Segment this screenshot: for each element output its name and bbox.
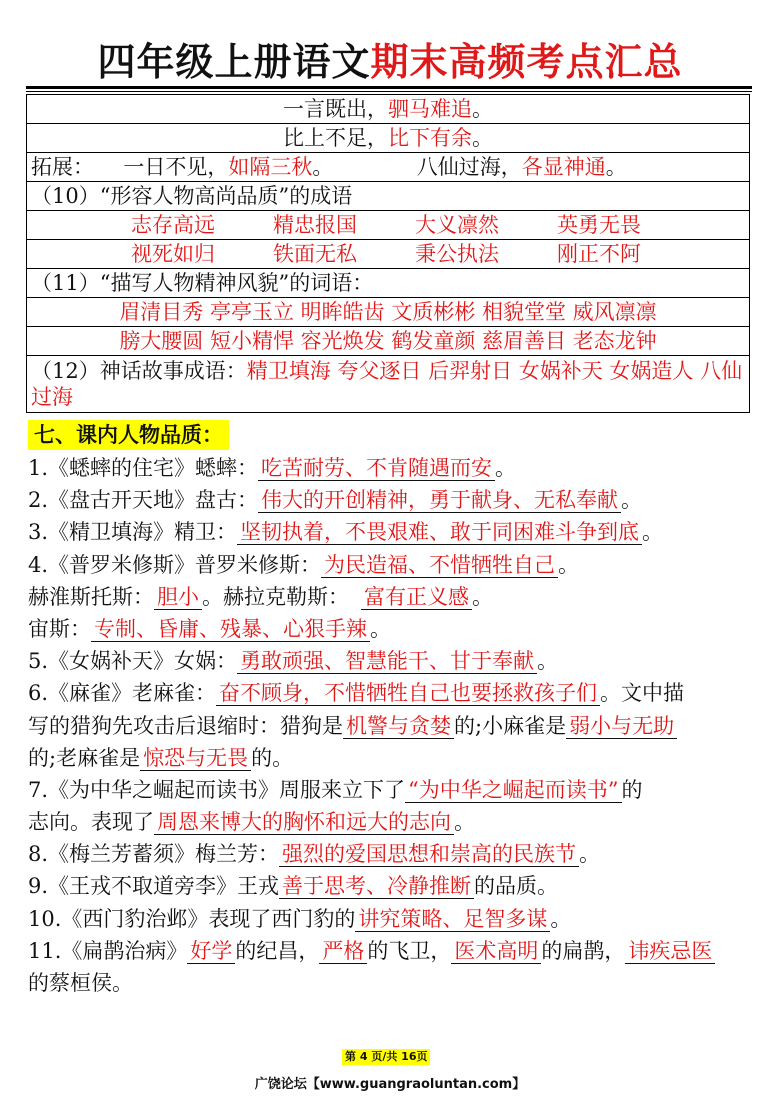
answer: 勇敢顽强、智慧能干、甘于奉献 [237,649,537,674]
text: 。 [642,520,664,545]
category-heading: （10）“形容人物高尚品质”的成语 [31,184,353,208]
red-text: 各显神通 [521,155,606,179]
list-item [28,806,754,838]
answer: 吃苦耐劳、不肯随遇而安 [258,456,495,481]
table-row [27,95,750,124]
table-cell [27,240,750,269]
table-cell [27,182,750,211]
text: 赫淮斯托斯： [28,584,154,609]
text: 6.《麻雀》老麻雀： [28,681,217,706]
text: 。 [454,810,475,835]
table-cell [27,153,750,182]
text: 8.《梅兰芳蓄须》梅兰芳： [28,842,280,867]
idiom: 志存高远 [131,213,215,237]
text: 的;老麻雀是 [28,745,141,770]
text: 一日不见， [123,155,229,179]
table-row [27,240,750,269]
idiom: 刚正不阿 [557,242,641,266]
text: 写的猎狗先攻击后退缩时：猎狗是 [28,713,343,738]
text: 。赫拉克勒斯： [202,584,349,609]
text: 。 [370,616,391,641]
text: 。 [312,155,334,179]
answer: 惊恐与无畏 [140,746,251,771]
idiom: 秉公执法 [415,242,499,266]
text: 。 [537,649,559,674]
category-heading: （11）“描写人物精神风貌”的词语： [31,271,374,295]
idiom: 大义凛然 [415,213,499,237]
list-item [28,870,754,902]
title-rule-thick [26,86,752,89]
answer: 严格 [319,939,367,964]
list-item [28,452,754,484]
list-item [28,935,754,967]
table-row [27,356,750,413]
text: 的飞卫， [367,938,452,963]
list-item [28,742,754,774]
idiom-table [26,94,750,413]
text: 1.《蟋蟀的住宅》蟋蟀： [28,456,259,480]
text: 10.《西门豹治邺》表现了西门豹的 [28,906,356,931]
answer: 医术高明 [451,939,541,964]
word-list: 精卫填海 夸父逐日 后羿射日 女娲补天 女娲造人 八仙过海 [31,359,743,409]
word-list: 膀大腰圆 短小精悍 容光焕发 鹤发童颜 慈眉善目 老态龙钟 [119,329,657,353]
text: 的蔡桓侯。 [28,971,133,995]
table-row [27,124,750,153]
list-item [28,838,754,870]
text: 3.《精卫填海》精卫： [28,520,238,545]
idiom: 英勇无畏 [557,213,641,237]
text: 。 [605,155,627,179]
list-item [28,581,754,613]
text: 。 [472,126,493,150]
list-item [28,967,754,999]
answer: 伟大的开创精神，勇于献身、无私奉献 [258,488,621,513]
footer-text: 广饶论坛【www.guangraoluntan.com】 [254,1077,526,1092]
text: 的。 [251,745,294,770]
word-list: 眉清目秀 亭亭玉立 明眸皓齿 文质彬彬 相貌堂堂 威风凛凛 [119,300,657,324]
table-row [27,211,750,240]
table-cell [27,269,750,298]
list-item [28,484,754,516]
answer: 胆小 [154,585,202,610]
table-cell [27,298,750,327]
list-item [28,549,754,581]
text: 的扁鹊， [541,938,626,963]
text: 11.《扁鹊治病》 [28,938,188,963]
table-cell [27,124,750,153]
answer: 强烈的爱国思想和崇高的民族节 [279,842,579,867]
list-item [28,613,754,645]
title-black: 四年级上册语文 [97,39,371,84]
text: 志向。表现了 [28,810,154,835]
table-row [27,298,750,327]
table-row [27,153,750,182]
red-text: 比下有余 [388,126,472,150]
text: 5.《女娲补天》女娲： [28,649,238,674]
table-cell [27,356,750,413]
answer: 为民造福、不惜牺牲自己 [321,553,558,578]
answer: 坚韧执着，不畏艰难、敢于同困难斗争到底 [237,520,642,545]
answer: 机警与贪婪 [343,714,454,739]
answer: 弱小与无助 [566,714,677,739]
text: 。文中描 [600,681,685,706]
title-red: 期末高频考点汇总 [370,39,683,84]
character-traits-list [28,452,754,999]
table-cell [27,95,750,124]
title-rule-thin [26,91,752,92]
idiom: 铁面无私 [273,242,357,266]
idiom: 视死如归 [131,242,215,266]
text: 。 [495,456,517,480]
red-text: 驷马难追 [388,97,472,121]
table-row [27,327,750,356]
table-row [27,269,750,298]
text: 。 [472,584,493,609]
idiom: 精忠报国 [273,213,357,237]
page-number: 第 4 页/共 16页 [342,1049,430,1065]
text: 宙斯： [28,616,91,641]
list-item [28,710,754,742]
answer: 讲究策略、足智多谋 [355,907,550,932]
answer: 讳疾忌医 [625,939,715,964]
answer: “为中华之崛起而读书” [405,778,621,803]
answer: 善于思考、冷静推断 [279,874,474,899]
list-item [28,677,754,709]
label: 拓展： [31,155,94,179]
table-row [27,182,750,211]
text: 4.《普罗米修斯》普罗米修斯： [28,552,322,577]
text: 的;小麻雀是 [454,713,567,738]
category-heading: （12）神话故事成语： [31,359,247,383]
text: 。 [621,488,643,513]
text: 。 [558,552,580,577]
text: 的纪昌， [235,938,320,963]
answer: 周恩来博大的胸怀和远大的志向 [154,810,454,835]
table-cell [27,327,750,356]
list-item [28,903,754,935]
answer: 专制、昏庸、残暴、心狠手辣 [91,617,370,642]
text: 。 [579,842,601,867]
page-title [0,38,780,86]
text: 7.《为中华之崛起而读书》周服来立下了 [28,777,406,802]
text: 一言既出， [283,97,388,121]
text: 。 [550,906,572,931]
answer: 富有正义感 [361,585,472,610]
text: 2.《盘古开天地》盘古： [28,488,259,513]
text: 9.《王戎不取道旁李》王戎 [28,874,280,899]
text: 比上不足， [283,126,388,150]
text: 的品质。 [474,874,559,899]
section-heading: 七、课内人物品质： [28,420,229,450]
answer: 奋不顾身，不惜牺牲自己也要拯救孩子们 [216,681,600,706]
list-item [28,774,754,806]
list-item [28,645,754,677]
text: 八仙过海， [416,155,522,179]
table-cell [27,211,750,240]
red-text: 如隔三秋 [228,155,313,179]
text: 。 [472,97,493,121]
list-item [28,516,754,548]
text: 的 [621,777,643,802]
answer: 好学 [187,939,235,964]
